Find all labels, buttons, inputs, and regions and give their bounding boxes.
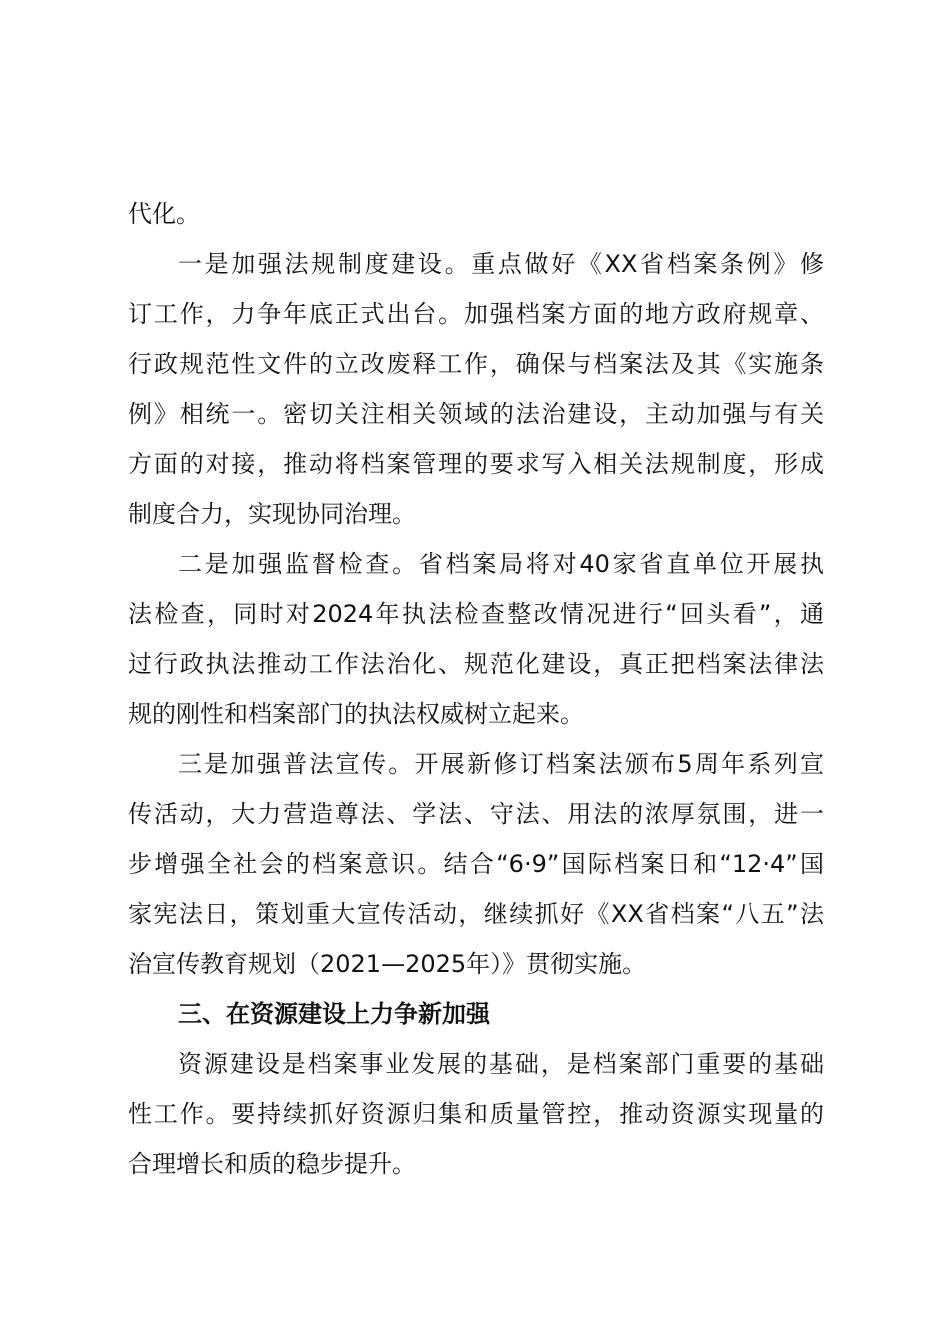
paragraph-regulations-line-2: 订工作，力争年底正式出台。加强档案方面的地方政府规章、 [128, 300, 824, 328]
paragraph-supervision-line-2: 法检查，同时对2024年执法检查整改情况进行“回头看”，通 [128, 600, 824, 628]
paragraph-resources-line-2: 性工作。要持续抓好资源归集和质量管控，推动资源实现量的 [128, 1100, 824, 1128]
paragraph-resources-line-3: 合理增长和质的稳步提升。 [128, 1150, 416, 1178]
paragraph-regulations-line-6: 制度合力，实现协同治理。 [128, 500, 416, 528]
document-page [128, 189, 824, 1189]
paragraph-publicity-line-1: 三是加强普法宣传。开展新修订档案法颁布5周年系列宣 [178, 750, 824, 778]
section-heading: 三、在资源建设上力争新加强 [178, 1000, 490, 1028]
paragraph-supervision-line-4: 规的刚性和档案部门的执法权威树立起来。 [128, 700, 584, 728]
paragraph-regulations-line-5: 方面的对接，推动将档案管理的要求写入相关法规制度，形成 [128, 450, 824, 478]
text-line-1: 代化。 [128, 200, 200, 228]
paragraph-publicity-line-4: 家宪法日，策划重大宣传活动，继续抓好《XX省档案“八五”法 [128, 900, 824, 928]
paragraph-resources-line-1: 资源建设是档案事业发展的基础，是档案部门重要的基础 [178, 1050, 824, 1078]
paragraph-regulations-line-3: 行政规范性文件的立改废释工作，确保与档案法及其《实施条 [128, 350, 824, 378]
paragraph-publicity-line-3: 步增强全社会的档案意识。结合“6·9”国际档案日和“12·4”国 [128, 850, 824, 878]
paragraph-publicity-line-5: 治宣传教育规划（2021—2025年）》贯彻实施。 [128, 950, 647, 978]
paragraph-supervision-line-1: 二是加强监督检查。省档案局将对40家省直单位开展执 [178, 550, 824, 578]
paragraph-regulations-line-4: 例》相统一。密切关注相关领域的法治建设，主动加强与有关 [128, 400, 824, 428]
paragraph-supervision-line-3: 过行政执法推动工作法治化、规范化建设，真正把档案法律法 [128, 650, 824, 678]
paragraph-publicity-line-2: 传活动，大力营造尊法、学法、守法、用法的浓厚氛围，进一 [128, 800, 824, 828]
paragraph-regulations-line-1: 一是加强法规制度建设。重点做好《XX省档案条例》修 [178, 250, 824, 278]
